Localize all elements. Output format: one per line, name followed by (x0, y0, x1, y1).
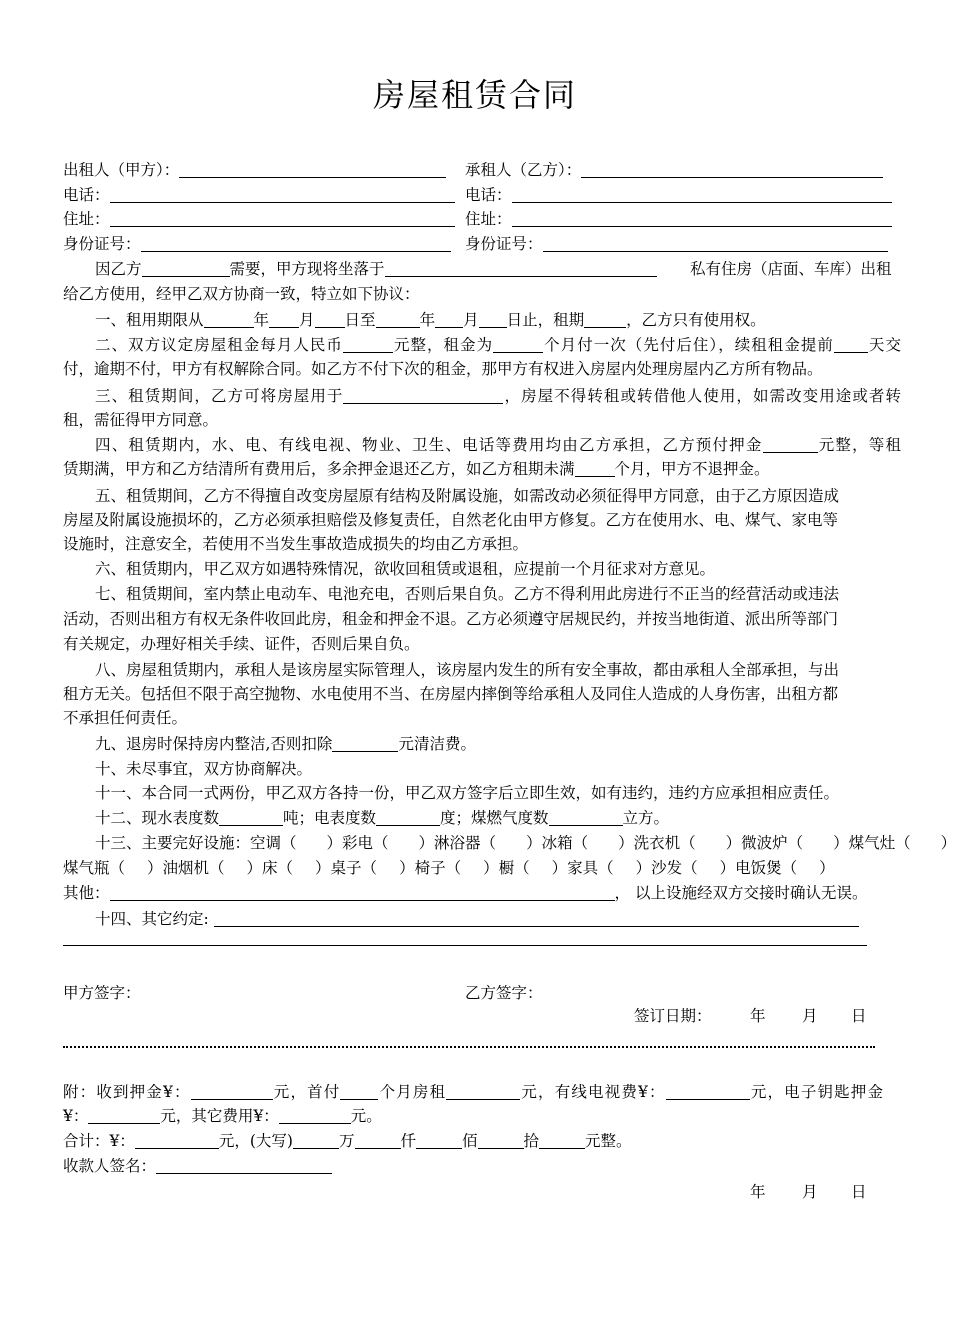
intro-line-1 (95, 259, 657, 279)
clause-5-line-1: 五、租赁期间，乙方不得擅自改变房屋原有结构及附属设施，如需改动必须征得甲方同意，由于乙方原因造成 (95, 487, 840, 505)
clause-text: 吨；电表度数 (283, 809, 377, 827)
landlord-label: 出租人（甲方）： (63, 161, 180, 179)
clause-11: 十一、本合同一式两份，甲乙双方各持一份，甲乙双方签字后立即生效，如有违约，违约方应承担相应责任。 (95, 784, 840, 802)
appendix-text: 元，首付 (272, 1083, 341, 1101)
facility-item: 煤气瓶（ (63, 859, 126, 877)
facility-item: ）电饭煲（ (719, 859, 798, 877)
landlord-blank[interactable] (179, 161, 446, 178)
clause-text: 一、租用期限从 (95, 311, 204, 329)
sign-date-label: 签订日期： (634, 1007, 712, 1025)
bai-blank[interactable] (416, 1132, 462, 1149)
clause-text: 三、租赁期间，乙方可将房屋用于 (95, 387, 344, 405)
clause-text: 元整，租金为 (392, 336, 494, 354)
clause-8-line-2: 租方无关。包括但不限于高空抛物、水电使用不当、在房屋内摔倒等给承租人及同住人造成的人身伤害，出租方都 (63, 685, 839, 703)
end-day-blank[interactable] (479, 311, 507, 328)
facility-item: ）油烟机（ (147, 859, 225, 877)
tenant-id-blank[interactable] (543, 235, 888, 252)
shi-blank[interactable] (478, 1132, 524, 1149)
end-year-blank[interactable] (376, 311, 420, 328)
yuan-blank[interactable] (539, 1132, 585, 1149)
clause-text: 天交 (867, 336, 901, 354)
sign-date-day: 日 (851, 1007, 867, 1025)
intro-text: 需要，甲方现将坐落于 (229, 260, 385, 278)
other-fees-blank[interactable] (279, 1107, 351, 1124)
clause-text: 年 (253, 311, 270, 329)
intro-line-2: 给乙方使用，经甲乙双方协商一致，特立如下协议： (63, 285, 420, 303)
landlord-phone-blank[interactable] (110, 186, 455, 203)
clause-12 (95, 808, 669, 828)
clause-2-line-2: 付，逾期不付，甲方有权解除合同。如乙方不付下次的租金，那甲方有权进入房屋内处理房屋内乙方所有物品。 (63, 360, 823, 378)
appendix-text: 佰 (462, 1132, 478, 1150)
intro-text: 因乙方 (95, 260, 142, 278)
clause-text: 月 (463, 311, 479, 329)
clause-text: 十二、现水表度数 (95, 809, 220, 827)
appendix-text: 元整。 (585, 1132, 632, 1150)
landlord-phone-row (63, 185, 455, 205)
clause-3-line-1 (95, 386, 901, 406)
sign-date-month: 月 (802, 1007, 818, 1025)
tenant-address-blank[interactable] (512, 210, 892, 227)
clause-text: 元整，等租 (817, 436, 901, 454)
other-agreement-blank[interactable] (214, 910, 859, 927)
clause-text: ，房屋不得转租或转借他人使用，如需改变用途或者转 (503, 387, 901, 405)
cut-line (63, 1046, 875, 1048)
min-months-blank[interactable] (575, 460, 615, 477)
pay-period-blank[interactable] (493, 336, 543, 353)
deposit-received-blank[interactable] (191, 1083, 273, 1100)
appendix-text: 万 (338, 1132, 355, 1150)
facility-item: ）洗衣机（ (618, 834, 696, 852)
clause-text: 赁期满，甲方和乙方结清所有费用后，多余押金退还乙方，如乙方租期未满 (63, 460, 575, 478)
clause-13-row-1 (95, 833, 956, 853)
clause-text: 十四、其它约定: (95, 910, 209, 928)
term-blank[interactable] (584, 311, 626, 328)
purpose-blank[interactable] (142, 260, 230, 277)
clause-9 (95, 734, 476, 754)
clause-10: 十、未尽事宜，双方协商解决。 (95, 760, 313, 778)
clause-text: 日止，租期 (506, 311, 585, 329)
appendix-text: 仟 (400, 1132, 417, 1150)
tenant-id-label: 身份证号： (465, 235, 543, 253)
sign-date-year: 年 (750, 1007, 766, 1025)
start-year-blank[interactable] (204, 311, 254, 328)
appendix-text: 元，(大写) (218, 1132, 293, 1150)
tenant-phone-label: 电话： (465, 186, 512, 204)
first-months-blank[interactable] (340, 1083, 378, 1100)
clause-text: 九、退房时保持房内整洁,否则扣除 (95, 735, 333, 753)
facility-item: ）沙发（ (635, 859, 698, 877)
first-rent-blank[interactable] (446, 1083, 520, 1100)
receipt-date-month: 月 (802, 1183, 818, 1201)
appendix-line-1 (63, 1082, 883, 1102)
other-agreement-line[interactable] (63, 945, 867, 946)
clause-7-line-2: 活动，否则出租方有权无条件收回此房，租金和押金不退。乙方必须遵守居规民约，并按当地街道、派出所等部门 (63, 610, 839, 628)
intro-text: 私有住房（店面、车库）出租 (690, 260, 892, 278)
clause-text: ， 以上设施经双方交接时确认无误。 (614, 884, 868, 902)
tenant-phone-row (465, 185, 892, 205)
end-month-blank[interactable] (435, 311, 463, 328)
clause-7-line-3: 有关规定，办理好相关手续、证件，否则后果自负。 (63, 635, 420, 653)
payee-signature-blank[interactable] (156, 1157, 332, 1174)
facility-item: ）桌子（ (315, 859, 378, 877)
facility-item: ） (819, 859, 835, 877)
clause-text: 年 (419, 311, 436, 329)
facility-item: ）煤气灶（ (833, 834, 911, 852)
property-location-blank[interactable] (385, 260, 657, 277)
clause-4-line-2 (63, 459, 770, 479)
deposit-blank[interactable] (763, 436, 818, 453)
facility-item: 空调（ (250, 834, 297, 852)
clause-text: ，乙方只有使用权。 (626, 311, 766, 329)
document-title: 房屋租赁合同 (372, 76, 577, 114)
clause-2-line-1 (95, 335, 901, 355)
appendix-text: 拾 (523, 1132, 540, 1150)
total-amount-blank[interactable] (135, 1132, 219, 1149)
receipt-date-day: 日 (851, 1183, 867, 1201)
landlord-id-label: 身份证号： (63, 235, 141, 253)
facility-item: ）橱（ (483, 859, 530, 877)
electric-meter-blank[interactable] (376, 809, 440, 826)
clause-7-line-1: 七、租赁期间，室内禁止电动车、电池充电，否则后果自负。乙方不得利用此房进行不正当的经营活动或违法 (95, 585, 840, 603)
other-facilities-blank[interactable] (110, 884, 615, 901)
tenant-address-label: 住址： (465, 210, 512, 228)
cable-fee-blank[interactable] (666, 1083, 750, 1100)
landlord-phone-label: 电话： (63, 186, 110, 204)
clause-text: 其他： (63, 884, 110, 902)
appendix-text: 元，电子钥匙押金 (749, 1083, 883, 1101)
usage-blank[interactable] (343, 387, 503, 404)
appendix-line-2 (63, 1106, 382, 1126)
receipt-date-year: 年 (750, 1183, 766, 1201)
clause-13-other (63, 883, 867, 903)
clause-13-row-2 (63, 858, 835, 878)
clause-text: 十三、主要完好设施： (95, 834, 251, 852)
appendix-text: 个月房租 (378, 1083, 447, 1101)
gas-meter-blank[interactable] (549, 809, 623, 826)
tenant-label: 承租人（乙方）： (465, 161, 582, 179)
clause-1 (95, 310, 766, 330)
landlord-address-blank[interactable] (110, 210, 455, 227)
facility-item: ）椅子（ (399, 859, 462, 877)
facility-item: ）淋浴器（ (418, 834, 497, 852)
clause-4-line-1 (95, 435, 901, 455)
appendix-text: 元。 (350, 1107, 382, 1125)
tenant-row (465, 160, 883, 180)
facility-item: ）家具（ (551, 859, 614, 877)
clause-5-line-3: 设施时，注意安全，若使用不当发生事故造成损失的均由乙方承担。 (63, 535, 529, 553)
clause-14 (95, 909, 859, 929)
tenant-address-row (465, 209, 892, 229)
facility-item: ）微波炉（ (725, 834, 804, 852)
clause-text: 元清洁费。 (398, 735, 476, 753)
payee-signature-row (63, 1156, 332, 1176)
landlord-row (63, 160, 446, 180)
clause-text: 个月付一次（先付后住），续租租金提前 (543, 336, 834, 354)
landlord-id-blank[interactable] (141, 235, 451, 252)
start-day-blank[interactable] (315, 311, 345, 328)
monthly-rent-blank[interactable] (343, 336, 393, 353)
water-meter-blank[interactable] (219, 809, 283, 826)
facility-item: ）彩电（ (326, 834, 389, 852)
appendix-text: ¥： (63, 1107, 89, 1125)
facility-item: ）冰箱（ (526, 834, 589, 852)
appendix-total (63, 1131, 632, 1151)
appendix-text: 元，其它费用¥： (160, 1107, 279, 1125)
landlord-address-label: 住址： (63, 210, 110, 228)
key-deposit-blank[interactable] (88, 1107, 160, 1124)
clause-text: 二、双方议定房屋租金每月人民币 (95, 336, 343, 354)
clause-6: 六、租赁期内，甲乙双方如遇特殊情况，欲收回租赁或退租，应提前一个月征求对方意见。 (95, 560, 716, 578)
payee-signature-label: 收款人签名： (63, 1157, 157, 1175)
clause-text: 个月，甲方不退押金。 (614, 460, 770, 478)
party-a-signature-label: 甲方签字： (63, 984, 141, 1002)
tenant-id-row (465, 234, 888, 254)
landlord-address-row (63, 209, 455, 229)
clause-text: 四、租赁期内，水、电、有线电视、物业、卫生、电话等费用均由乙方承担，乙方预付押金 (95, 436, 763, 454)
facility-item: ）床（ (246, 859, 294, 877)
clause-8-line-1: 八、房屋租赁期内，承租人是该房屋实际管理人，该房屋内发生的所有安全事故，都由承租人全部承担，与出 (95, 661, 840, 679)
tenant-phone-blank[interactable] (512, 186, 892, 203)
tenant-blank[interactable] (581, 161, 883, 178)
landlord-id-row (63, 234, 451, 254)
qian-blank[interactable] (355, 1132, 401, 1149)
clause-5-line-2: 房屋及附属设施损坏的，乙方必须承担赔偿及修复责任，自然老化由甲方修复。乙方在使用水、电、煤气、家电等 (63, 511, 839, 529)
clause-text: 度；煤燃气度数 (440, 809, 549, 827)
appendix-text: 元，有线电视费¥： (520, 1083, 666, 1101)
clause-text: 立方。 (622, 809, 670, 827)
clause-text: 日至 (344, 311, 376, 329)
facility-item: ） (940, 834, 956, 852)
start-month-blank[interactable] (269, 311, 299, 328)
party-b-signature-label: 乙方签字： (465, 984, 543, 1002)
clause-text: 月 (299, 311, 315, 329)
advance-days-blank[interactable] (834, 336, 868, 353)
clause-8-line-3: 不承担任何责任。 (63, 709, 188, 727)
cleaning-fee-blank[interactable] (332, 735, 398, 752)
appendix-text: 合计：¥： (63, 1132, 135, 1150)
appendix-text: 附：收到押金¥： (63, 1083, 191, 1101)
clause-3-line-2: 租，需征得甲方同意。 (63, 411, 219, 429)
wan-blank[interactable] (293, 1132, 339, 1149)
